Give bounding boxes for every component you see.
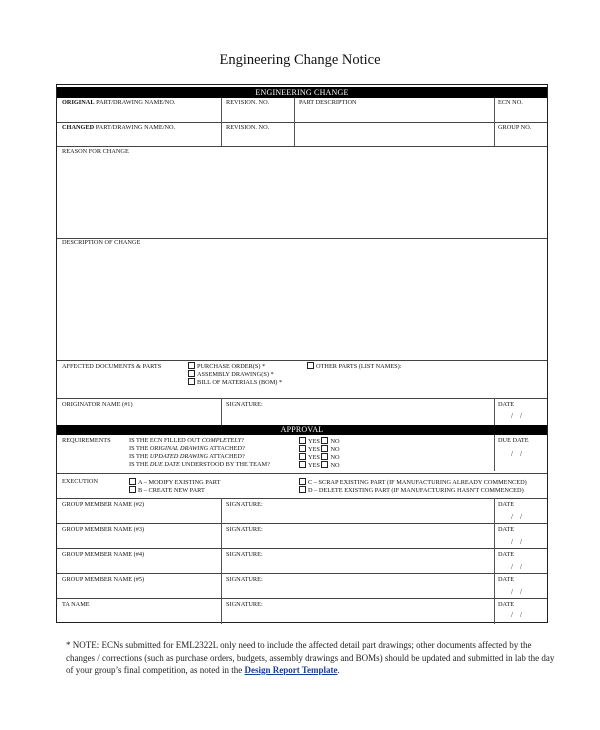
execution-d-checkbox[interactable]	[299, 486, 306, 493]
q1-yes-checkbox[interactable]	[299, 437, 306, 444]
part-description-label: PART DESCRIPTION	[299, 99, 357, 106]
ecn-no-label: ECN NO.	[498, 99, 523, 106]
requirement-q3: IS THE UPDATED DRAWING ATTACHED?	[129, 453, 245, 460]
execution-a-checkbox[interactable]	[129, 478, 136, 485]
member-2-name-label: GROUP MEMBER NAME (#2)	[62, 501, 145, 508]
execution-label: EXECUTION	[62, 478, 99, 485]
member-3-date-label: DATE	[498, 526, 515, 533]
member-3-signature-label: SIGNATURE:	[226, 526, 263, 533]
member-3-name-label: GROUP MEMBER NAME (#3)	[62, 526, 145, 533]
member-5-date-slashes: / /	[511, 588, 522, 596]
q3-answers[interactable]: YES NO	[299, 453, 340, 462]
assembly-drawings-checkbox[interactable]	[188, 370, 195, 377]
ta-date-slashes: / /	[511, 611, 522, 619]
member-5-signature-label: SIGNATURE:	[226, 576, 263, 583]
execution-option-a[interactable]: A – MODIFY EXISTING PART	[129, 478, 220, 487]
q4-yes-checkbox[interactable]	[299, 461, 306, 468]
due-date-slashes: / /	[511, 450, 522, 458]
assembly-drawings-option[interactable]: ASSEMBLY DRAWING(S) *	[188, 370, 274, 379]
q1-answers[interactable]: YES NO	[299, 437, 340, 446]
affected-documents-label: AFFECTED DOCUMENTS & PARTS	[62, 363, 162, 370]
execution-b-checkbox[interactable]	[129, 486, 136, 493]
bill-of-materials-option[interactable]: BILL OF MATERIALS (BOM) *	[188, 378, 282, 387]
ta-name-label: TA NAME	[62, 601, 90, 608]
bill-of-materials-checkbox[interactable]	[188, 378, 195, 385]
q4-answers[interactable]: YES NO	[299, 461, 340, 470]
due-date-label: DUE DATE	[498, 437, 529, 444]
member-2-date-label: DATE	[498, 501, 515, 508]
q4-no-checkbox[interactable]	[321, 461, 328, 468]
purchase-orders-checkbox[interactable]	[188, 362, 195, 369]
other-parts-option[interactable]: OTHER PARTS (LIST NAMES):	[307, 362, 402, 371]
member-4-name-label: GROUP MEMBER NAME (#4)	[62, 551, 145, 558]
member-5-date-label: DATE	[498, 576, 515, 583]
ta-date-label: DATE	[498, 601, 515, 608]
q2-no-checkbox[interactable]	[321, 445, 328, 452]
original-part-label: ORIGINAL PART/DRAWING NAME/NO.	[62, 99, 176, 106]
member-4-date-label: DATE	[498, 551, 515, 558]
execution-option-b[interactable]: B – CREATE NEW PART	[129, 486, 205, 495]
member-4-date-slashes: / /	[511, 563, 522, 571]
q3-no-checkbox[interactable]	[321, 453, 328, 460]
ta-signature-label: SIGNATURE:	[226, 601, 263, 608]
execution-option-c[interactable]: C – SCRAP EXISTING PART (IF MANUFACTURING ALREADY COMMENCED)	[299, 478, 527, 487]
requirement-q2: IS THE ORIGINAL DRAWING ATTACHED?	[129, 445, 245, 452]
other-parts-checkbox[interactable]	[307, 362, 314, 369]
footnote: * NOTE: ECNs submitted for EML2322L only need to include the affected detail part drawings; other documents affected by the changes / corrections (such as purchase orders, budgets, assembly drawings and BOMs) should be updated and submitted in lab the day of your group’s final competition, as noted in the Design Report Template.	[66, 640, 555, 675]
page-title: Engineering Change Notice	[219, 52, 381, 68]
requirement-q4: IS THE DUE DATE UNDERSTOOD BY THE TEAM?	[129, 461, 270, 468]
purchase-orders-option[interactable]: PURCHASE ORDER(S) *	[188, 362, 265, 371]
originator-date-slashes: / /	[511, 412, 522, 420]
q1-no-checkbox[interactable]	[321, 437, 328, 444]
revision-no-label-2: REVISION. NO.	[226, 124, 270, 131]
originator-name-label: ORIGINATOR NAME (#1)	[62, 401, 133, 408]
member-4-signature-label: SIGNATURE:	[226, 551, 263, 558]
requirements-label: REQUIREMENTS	[62, 437, 111, 444]
engineering-change-header: ENGINEERING CHANGE	[57, 87, 547, 98]
q2-yes-checkbox[interactable]	[299, 445, 306, 452]
originator-date-label: DATE	[498, 401, 515, 408]
requirement-q1: IS THE ECN FILLED OUT COMPLETELY?	[129, 437, 244, 444]
changed-part-label: CHANGED PART/DRAWING NAME/NO.	[62, 124, 176, 131]
member-3-date-slashes: / /	[511, 538, 522, 546]
member-2-signature-label: SIGNATURE:	[226, 501, 263, 508]
group-no-label: GROUP NO.	[498, 124, 532, 131]
ecn-form	[56, 84, 548, 623]
q2-answers[interactable]: YES NO	[299, 445, 340, 454]
member-2-date-slashes: / /	[511, 513, 522, 521]
q3-yes-checkbox[interactable]	[299, 453, 306, 460]
approval-header: APPROVAL	[57, 425, 547, 435]
originator-signature-label: SIGNATURE:	[226, 401, 263, 408]
execution-c-checkbox[interactable]	[299, 478, 306, 485]
design-report-template-link[interactable]: Design Report Template	[244, 665, 338, 675]
execution-option-d[interactable]: D – DELETE EXISTING PART (IF MANUFACTURING HASN'T COMMENCED)	[299, 486, 524, 495]
reason-for-change-label: REASON FOR CHANGE	[62, 148, 129, 155]
member-5-name-label: GROUP MEMBER NAME (#5)	[62, 576, 145, 583]
description-of-change-label: DESCRIPTION OF CHANGE	[62, 239, 141, 246]
revision-no-label-1: REVISION. NO.	[226, 99, 270, 106]
